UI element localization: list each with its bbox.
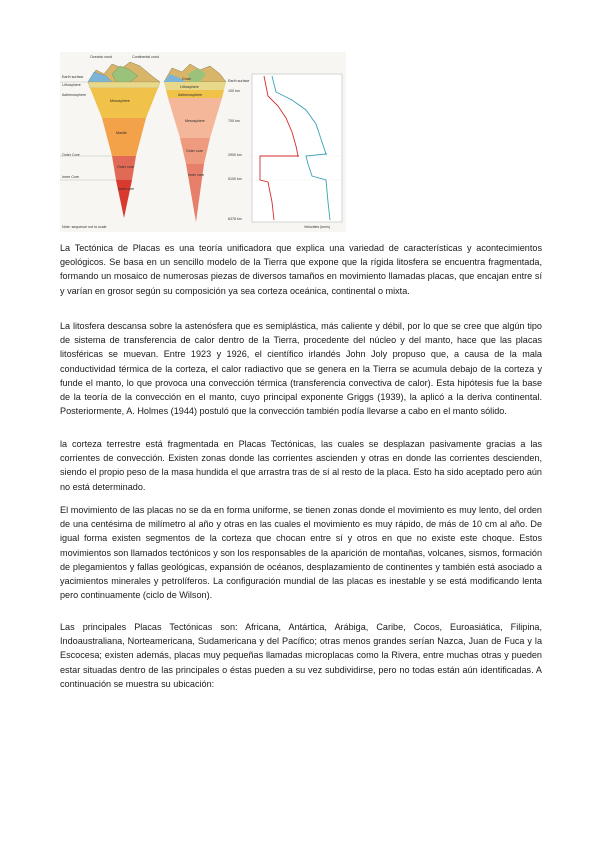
- label-inner-core: Inner Core: [62, 175, 79, 179]
- paragraph-intro: La Tectónica de Placas es una teoría unificadora que explica una variedad de características y acontecimientos geológicos. Se basa en un sencillo modelo de la Tierra que expone que la rígida litosfera se encuentra fragmentada, formando un mosaico de numerosas piezas de diversos tamaños en movimiento llamadas placas, que encajan entre sí y varían en grosor según su composición ya sea corteza oceánica, continental o mixta.: [60, 243, 542, 296]
- paragraph-crust: la corteza terrestre está fragmentada en Placas Tectónicas, las cuales se desplazan pasivamente gracias a las corrientes de convección. Existen zonas donde las corrientes ascienden y otras en donde las corrientes descienden, siendo el propio peso de la masa hundida el que arrastra tras de sí al resto de la placa. Esto ha sido aceptado pero aún no está determinado.: [60, 439, 542, 492]
- depth-label-100: 100 km: [228, 89, 240, 93]
- left-layer-outer-core: Outer core: [117, 165, 134, 169]
- depth-label-2900: 2900 km: [228, 153, 242, 157]
- right-layer-asthenosphere: Asthenosphere: [178, 93, 203, 97]
- right-layer-inner-core: Inner core: [188, 173, 205, 177]
- depth-label-5100: 5100 km: [228, 177, 242, 181]
- label-outer-core: Outer Core: [62, 153, 80, 157]
- label-continental-crust: Continental crust: [132, 55, 159, 59]
- label-asthenosphere: Asthenosphere: [62, 93, 87, 97]
- left-layer-mesosphere: Mesosphere: [110, 99, 130, 103]
- right-layer-mesosphere: Mesosphere: [185, 119, 205, 123]
- label-oceanic-crust: Oceanic crust: [90, 55, 112, 59]
- velocity-graph: [252, 74, 342, 222]
- depth-label-700: 700 km: [228, 119, 240, 123]
- paragraph-lithosphere: La litosfera descansa sobre la astenósfera que es semiplástica, más caliente y débil, por lo que se cree que algún tipo de sistema de transferencia de calor dentro de la Tierra, procedente del núcleo y del manto, hace que las placas litosféricas se muevan. Entre 1923 y 1926, el científico irlandés John Joly propuso que, a causa de la mala conductividad térmica de la corteza, el calor radiactivo que se genera en la Tierra se acumula debajo de la corteza y funde el manto, lo que provoca una convección térmica (transferencia convectiva de calor). Esta hipótesis fue la base de la teoría de la convección en el manto, cuyo principal exponente Griggs (1939), la aplicó a la deriva continental. Posteriormente, A. Holmes (1944) postuló que la convección también podía llevarse a cabo en el manto sólido.: [60, 321, 542, 417]
- earth-layers-diagram: [60, 52, 346, 232]
- left-layer-inner-core: Inner core: [118, 187, 135, 191]
- right-layer-lithosphere: Lithosphere: [180, 85, 199, 89]
- right-layer-crust: Crust: [182, 77, 191, 81]
- earth-structure-figure: [60, 52, 346, 232]
- depth-label-6378: 6378 km: [228, 217, 242, 221]
- figure-credit: Velocities (km/s): [304, 225, 331, 229]
- figure-caption: Note: sequence not to scale: [62, 225, 107, 229]
- label-earth-surface: Earth surface: [62, 75, 84, 79]
- left-layer-mantle: Mantle: [116, 131, 127, 135]
- paragraph-movement: El movimiento de las placas no se da en forma uniforme, se tienen zonas donde el movimiento es muy lento, del orden de una centésima de milímetro al año y otras en las cuales el movimiento es muy rápido, de más de 10 cm al año. De igual forma existen segmentos de la corteza que chocan entre sí y otros en que no existe este choque. Estos movimientos son llamados tectónicos y son los responsables de la aparición de montañas, volcanes, sismos, formación de plegamientos y fallas geológicas, expansión de océanos, desplazamiento de continentes y también está asociado a yacimientos minerales y petrolíferos. La configuración mundial de las placas es inestable y se está modificando lenta pero continuamente (ciclo de Wilson).: [60, 505, 542, 601]
- paragraph-plates: Las principales Placas Tectónicas son: Africana, Antártica, Arábiga, Caribe, Cocos, Euroasiática, Filipina, Indoaustraliana, Norteamericana, Sudamericana y del Pacífico; otras menos grandes serían Nazca, Juan de Fuca y la Escocesa; existen además, placas muy pequeñas llamadas microplacas como la Rivera, entre muchas otras y pueden estar situadas dentro de las principales o éstas pueden a su vez subdividirse, pero no todas están aún identificadas. A continuación se muestra su ubicación:: [60, 622, 542, 689]
- depth-label-surface: Earth surface: [228, 79, 250, 83]
- right-layer-outer-core: Outer core: [186, 149, 203, 153]
- label-lithosphere: Lithosphere: [62, 83, 81, 87]
